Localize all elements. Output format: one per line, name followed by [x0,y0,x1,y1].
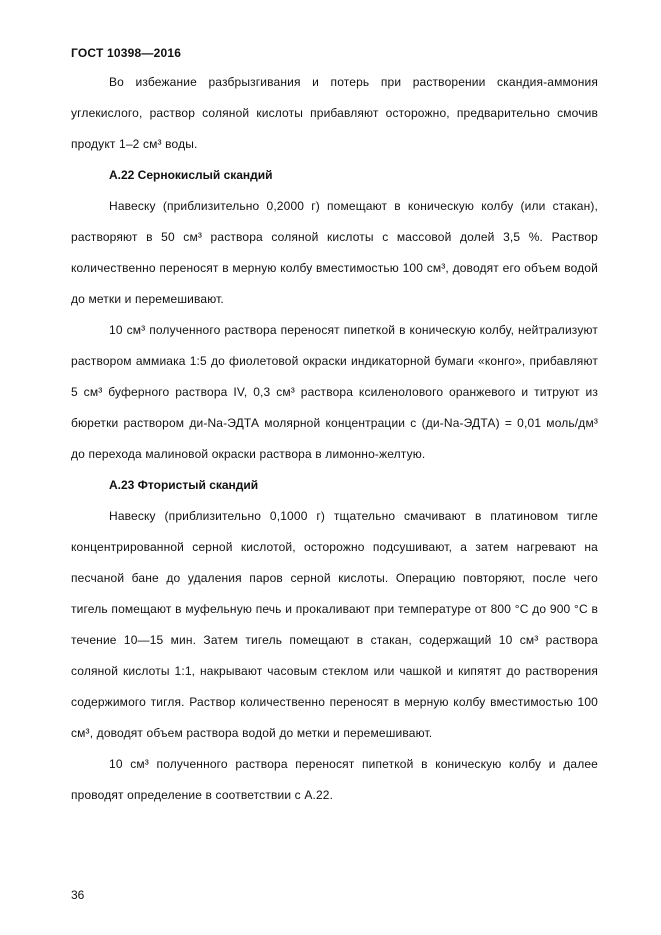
paragraph-intro: Во избежание разбрызгивания и потерь при растворении скандия-аммония углекислого, раствор соляной кислоты прибавляют осторожно, предварительно смочив продукт 1–2 см³ воды. [71,75,598,151]
paragraph-a22-sample: Навеску (приблизительно 0,2000 г) помещают в коническую колбу (или стакан), растворяют в 50 см³ раствора соляной кислоты с массовой долей 3,5 %. Раствор количественно переносят в мерную колбу вместимостью 100 см³, доводят его объем водой до метки и перемешивают. [71,199,598,306]
paragraph-a23-determination: 10 см³ полученного раствора переносят пипеткой в коническую колбу и далее проводят определение в соответствии с А.22. [71,757,598,802]
section-heading-a22: А.22 Сернокислый скандий [109,168,273,182]
paragraph-a22-titration: 10 см³ полученного раствора переносят пипеткой в коническую колбу, нейтрализуют раствором аммиака 1:5 до фиолетовой окраски индикаторной бумаги «конго», прибавляют 5 см³ буферного раствора IV, 0,3 см³ раствора ксиленолового оранжевого и титруют из бюретки раствором ди-Na-ЭДТА молярной концентрации с (ди-Na-ЭДТА) = 0,01 моль/дм³ до перехода малиновой окраски раствора в лимонно-желтую. [71,323,598,461]
document-body [71,67,598,811]
page-number: 36 [71,888,85,902]
section-heading-a23: А.23 Фтористый скандий [109,478,259,492]
document-code-header: ГОСТ 10398—2016 [71,46,182,60]
paragraph-a23-sample: Навеску (приблизительно 0,1000 г) тщательно смачивают в платиновом тигле концентрированной серной кислотой, осторожно подсушивают, а затем нагревают на песчаной бане до удаления паров серной кислоты. Операцию повторяют, после чего тигель помещают в муфельную печь и прокаливают при температуре от 800 °С до 900 °С в течение 10—15 мин. Затем тигель помещают в стакан, содержащий 10 см³ раствора соляной кислоты 1:1, накрывают часовым стеклом или чашкой и кипятят до растворения содержимого тигля. Раствор количественно переносят в мерную колбу вместимостью 100 см³, доводят объем раствора водой до метки и перемешивают. [71,509,598,740]
